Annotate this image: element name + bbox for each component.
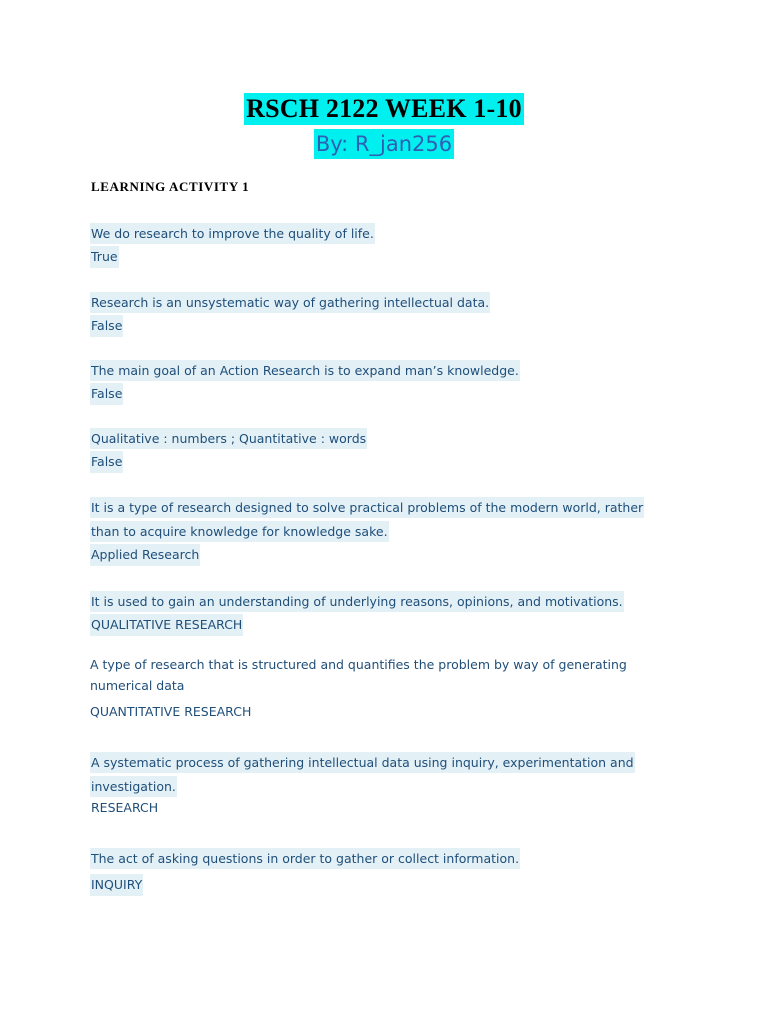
question-text-line-2: than to acquire knowledge for knowledge sake. xyxy=(90,521,389,542)
answer-text: True xyxy=(90,246,119,268)
document-byline: By: R_jan256 xyxy=(314,129,454,159)
byline-container xyxy=(0,129,768,159)
qa-item-7 xyxy=(90,654,650,722)
question-text-line-1: A type of research that is structured and quantifies the problem by way of generating xyxy=(90,657,627,672)
question-text-line-1: A systematic process of gathering intellectual data using inquiry, experimentation and xyxy=(90,752,635,773)
answer-text: QUALITATIVE RESEARCH xyxy=(90,614,243,636)
question-text: The main goal of an Action Research is to expand man’s knowledge. xyxy=(90,360,520,381)
qa-item-3 xyxy=(90,359,650,405)
answer-text: RESEARCH xyxy=(91,800,159,815)
answer-text: False xyxy=(90,315,123,337)
qa-item-1 xyxy=(90,222,650,268)
question-text-line-2: numerical data xyxy=(90,678,185,693)
question-text: Qualitative : numbers ; Quantitative : words xyxy=(90,428,367,449)
answer-text: INQUIRY xyxy=(90,874,143,896)
qa-item-6 xyxy=(90,590,650,636)
question-text: Research is an unsystematic way of gathering intellectual data. xyxy=(90,292,490,313)
answer-text: Applied Research xyxy=(90,544,200,566)
question-text-line-2: investigation. xyxy=(90,776,177,797)
title-container xyxy=(0,93,768,125)
question-text: We do research to improve the quality of life. xyxy=(90,223,375,244)
answer-text: False xyxy=(90,451,123,473)
answer-text: QUANTITATIVE RESEARCH xyxy=(90,704,252,719)
question-text: The act of asking questions in order to gather or collect information. xyxy=(90,848,520,869)
answer-text: False xyxy=(90,383,123,405)
qa-item-2 xyxy=(90,291,650,337)
qa-item-4 xyxy=(90,427,650,473)
qa-item-9 xyxy=(90,847,650,896)
qa-item-8 xyxy=(90,751,650,817)
section-heading: LEARNING ACTIVITY 1 xyxy=(91,179,250,194)
question-text: It is used to gain an understanding of underlying reasons, opinions, and motivations. xyxy=(90,591,624,612)
question-text-line-1: It is a type of research designed to solve practical problems of the modern world, rather xyxy=(90,497,644,518)
qa-item-5 xyxy=(90,496,650,566)
document-title: RSCH 2122 WEEK 1-10 xyxy=(246,94,522,123)
